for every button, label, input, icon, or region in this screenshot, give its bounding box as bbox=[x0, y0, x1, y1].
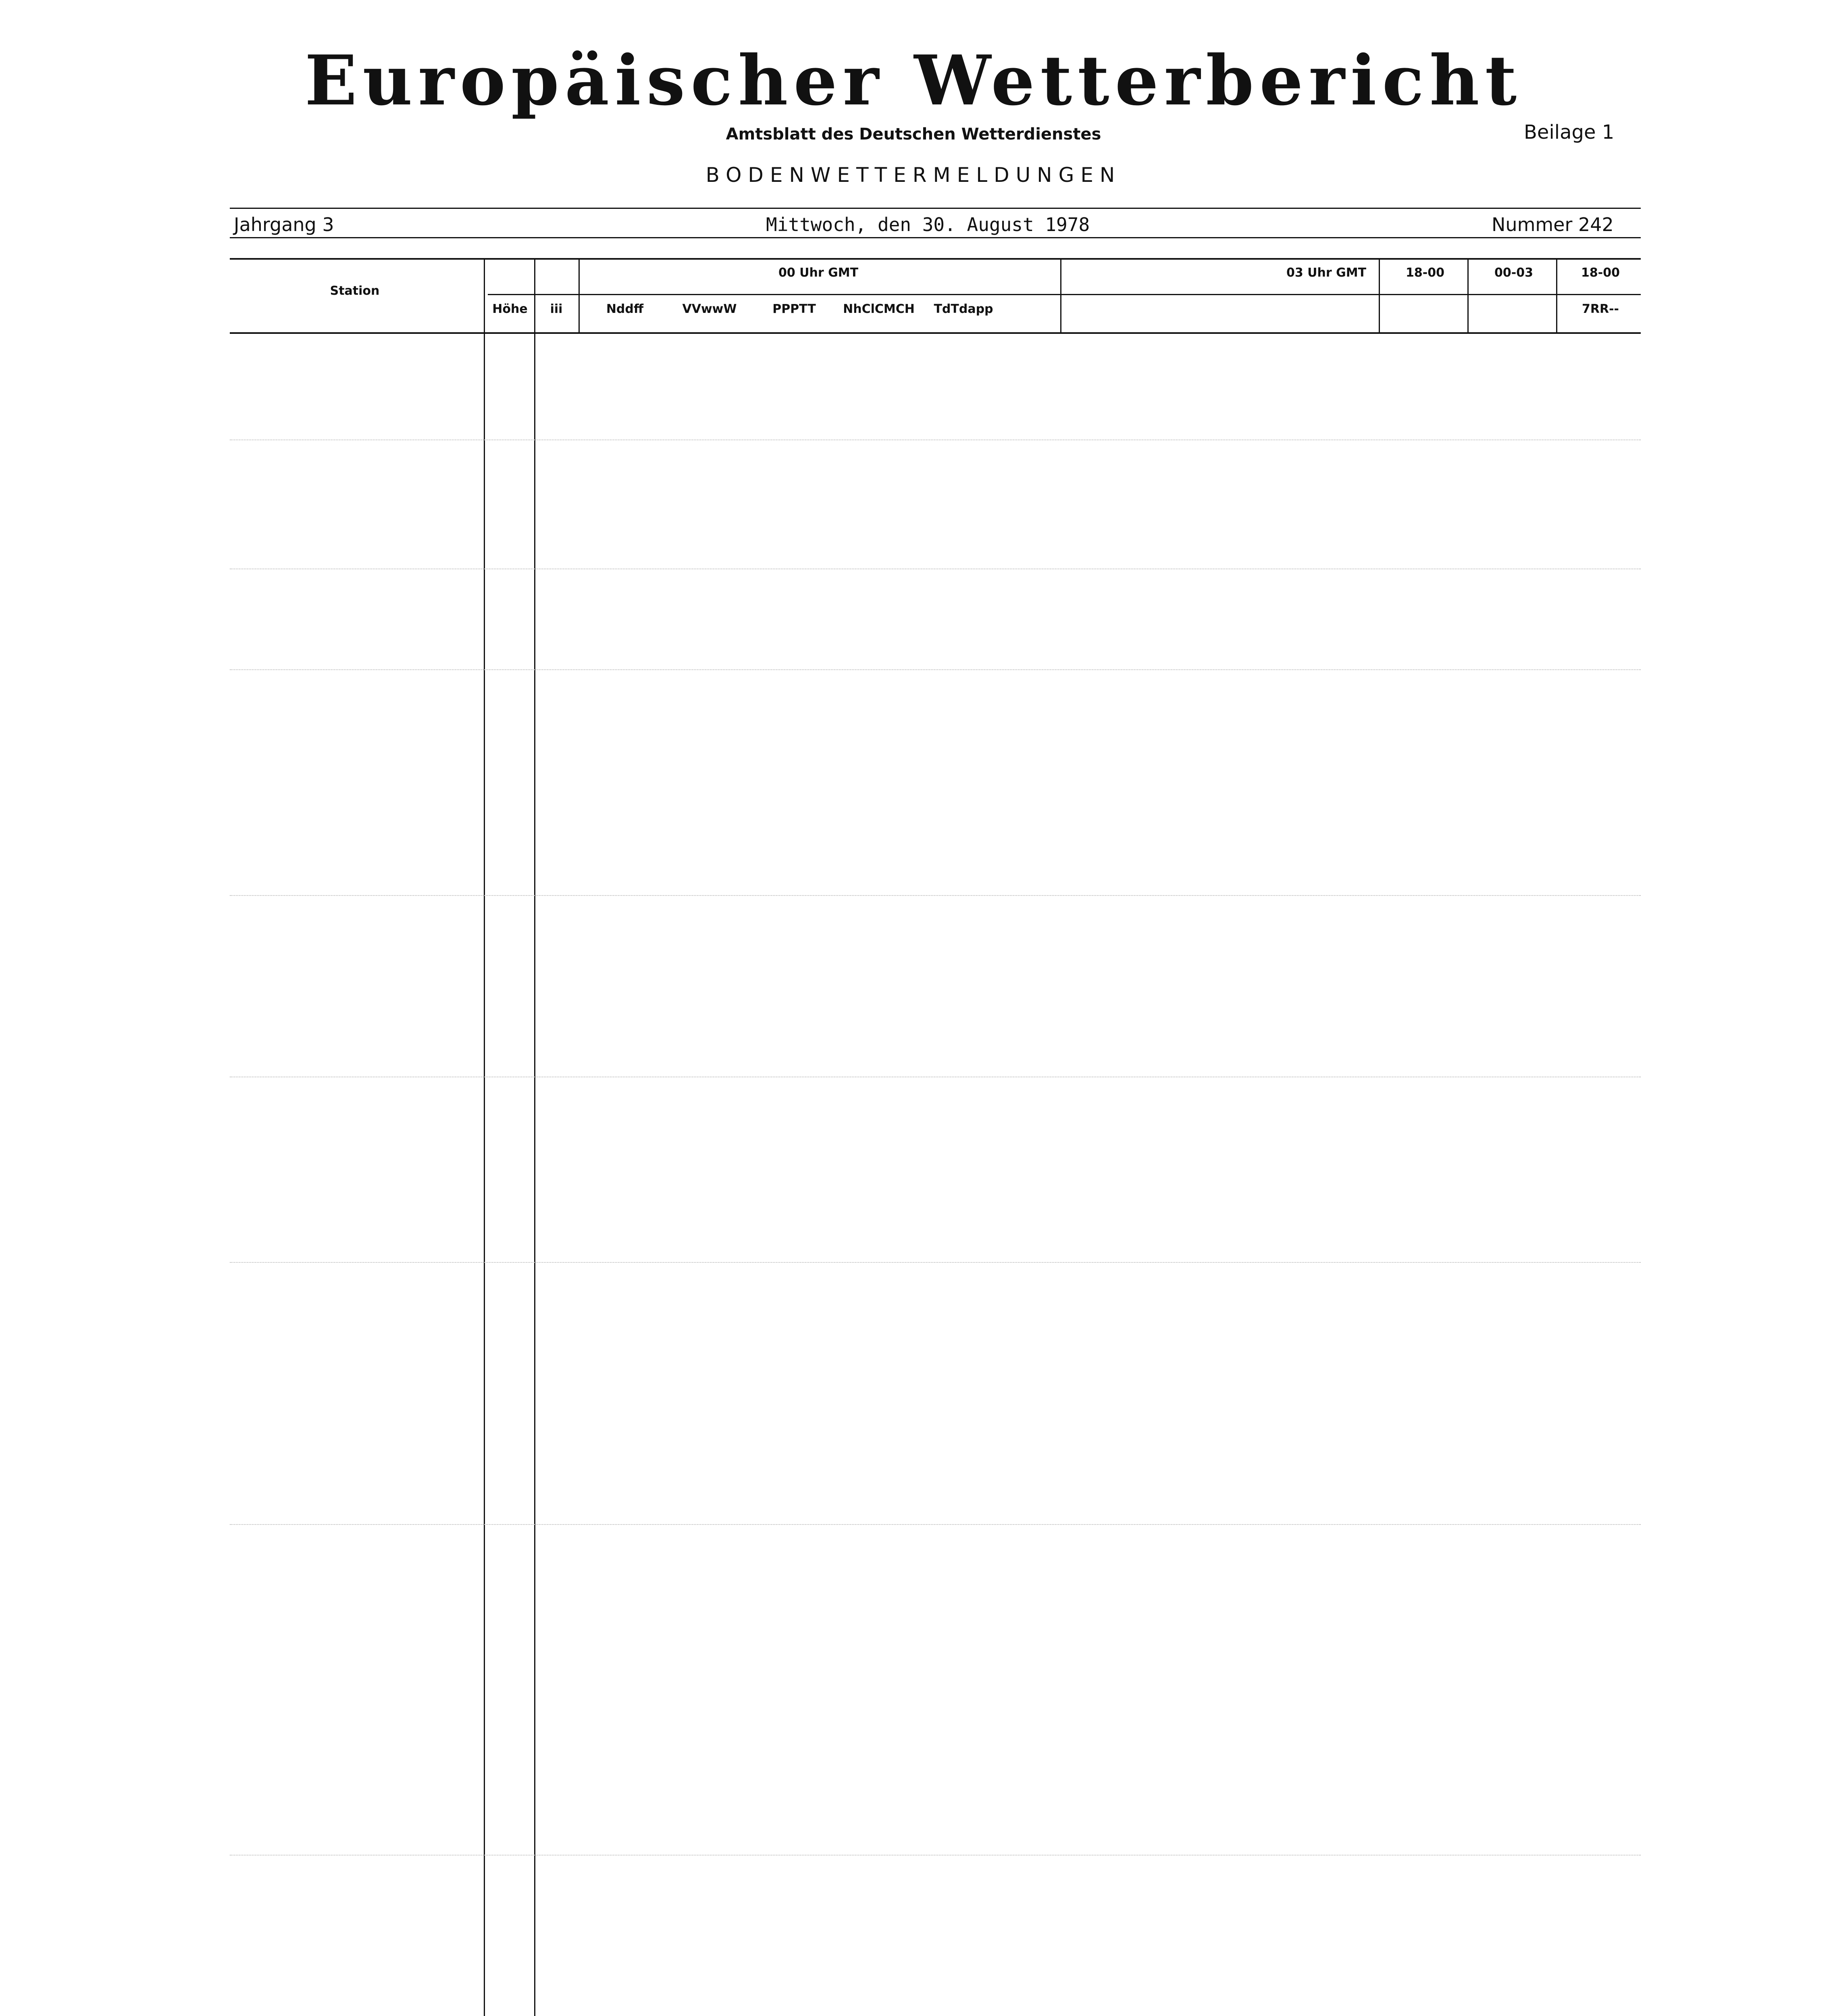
header-rule bbox=[1060, 260, 1061, 332]
issue-number: Nummer 242 bbox=[1492, 214, 1614, 235]
header-height: Höhe bbox=[492, 302, 528, 316]
header-pppt: PPPTT bbox=[772, 302, 816, 316]
header-rule bbox=[578, 260, 580, 332]
section-heading: BODENWETTERMELDUNGEN bbox=[705, 163, 1122, 187]
header-rr: 7RR-- bbox=[1582, 302, 1619, 316]
header-nddff: Nddff bbox=[606, 302, 644, 316]
header-rule bbox=[1379, 260, 1380, 332]
table-section-divider bbox=[230, 1262, 1641, 1263]
table-section-divider bbox=[230, 1855, 1641, 1856]
header-rule bbox=[1467, 260, 1469, 332]
supplement-label: Beilage 1 bbox=[1524, 121, 1615, 144]
issue-date: Mittwoch, den 30. August 1978 bbox=[766, 214, 1090, 235]
info-bar bbox=[230, 208, 1641, 238]
header-range-18-00: 18-00 bbox=[1406, 266, 1444, 280]
header-time-03: 03 Uhr GMT bbox=[1286, 266, 1367, 280]
header-range-00-03: 00-03 bbox=[1494, 266, 1533, 280]
page-title: Europäischer Wetterbericht bbox=[304, 40, 1523, 121]
table-section-divider bbox=[230, 669, 1641, 670]
header-tt: TdTdapp bbox=[934, 302, 993, 316]
table-header bbox=[230, 258, 1641, 334]
header-range-18-00-b: 18-00 bbox=[1581, 266, 1620, 280]
header-rule bbox=[534, 260, 535, 332]
header-time-00: 00 Uhr GMT bbox=[778, 266, 859, 280]
header-station: Station bbox=[330, 284, 380, 298]
header-nh: NhClCMCH bbox=[843, 302, 915, 316]
header-rule bbox=[484, 260, 485, 332]
header-vvwww: VVwwW bbox=[682, 302, 737, 316]
volume-label: Jahrgang 3 bbox=[234, 214, 334, 235]
table-column-rule bbox=[534, 331, 535, 2016]
header-iii: iii bbox=[550, 302, 563, 316]
table-section-divider bbox=[230, 439, 1641, 440]
table-section-divider bbox=[230, 895, 1641, 896]
table-column-rule bbox=[484, 331, 485, 2016]
table-section-divider bbox=[230, 1524, 1641, 1525]
page-subtitle: Amtsblatt des Deutschen Wetterdienstes bbox=[726, 125, 1101, 144]
header-rule bbox=[1556, 260, 1557, 332]
